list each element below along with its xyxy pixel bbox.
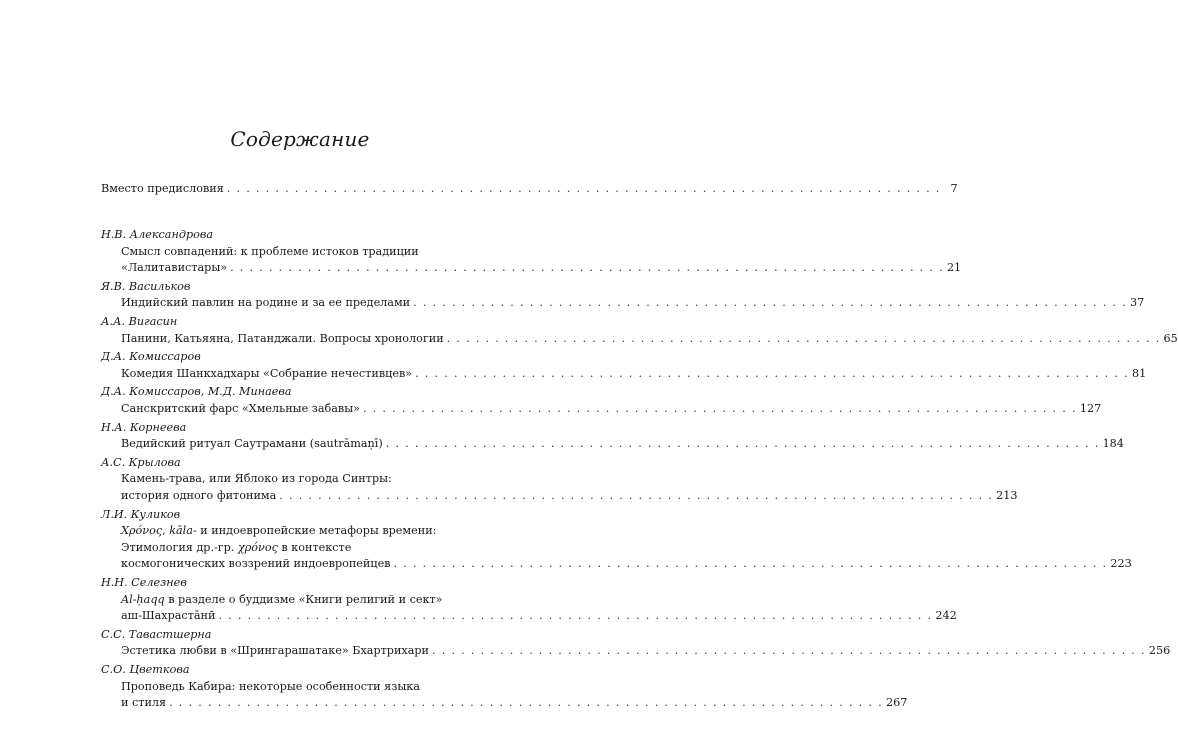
toc-page-number: 267 (885, 696, 908, 710)
toc-entry-last-line (121, 694, 908, 712)
dot-leader: . . . . . . . . . . . . . . . . . . . . . . . . . . . . . . . . . . . . . . . . . . . . . . . . . . . . . . . . . . . . . . . . . . . . . . . . . . (393, 557, 1108, 571)
toc-page-number: 184 (1102, 437, 1124, 451)
toc-entry-last-line (121, 400, 1102, 418)
toc-entry-title: Индийский павлин на родине и за ее пределами (121, 296, 411, 310)
toc-entry-last-line (121, 259, 962, 277)
dot-leader: . . . . . . . . . . . . . . . . . . . . . . . . . . . . . . . . . . . . . . . . . . . . . . . . . . . . . . . . . . . . . . . . . . . . . . . . . . (169, 696, 883, 710)
toc-entry-title: Al-ḥaqq в разделе о буддизме «Книги религий и сект» (121, 592, 443, 606)
dot-leader: . . . . . . . . . . . . . . . . . . . . . . . . . . . . . . . . . . . . . . . . . . . . . . . . . . . . . . . . . . . . . . . . . . . . . . . . . . (230, 261, 944, 275)
toc-entry-title: космогонических воззрений индоевропейцев (121, 557, 391, 571)
toc-page-number: 37 (1129, 296, 1145, 310)
dot-leader: . . . . . . . . . . . . . . . . . . . . . . . . . . . . . . . . . . . . . . . . . . . . . . . . . . . . . . . . . . . . . . . . . . . . . . . . . . (413, 296, 1127, 310)
toc-author: А.А. Вигасин (101, 315, 178, 328)
toc-entry-title: Панини, Катьяяна, Патанджали. Вопросы хронологии (121, 331, 444, 345)
toc-entry-last-line (121, 294, 1145, 312)
toc-entry-last-line (121, 555, 1132, 573)
toc-author: Я.В. Васильков (101, 279, 191, 293)
toc-entry-title: Комедия Шанкхадхары «Собрание нечестивцев» (121, 366, 413, 380)
dot-leader: . . . . . . . . . . . . . . . . . . . . . . . . . . . . . . . . . . . . . . . . . . . . . . . . . . . . . . . . . . . . . . . . . . . . . . . . . . (226, 182, 941, 195)
toc-entry-last-line (121, 365, 1147, 383)
toc-entry-title: Этимология др.-гр. χρόνος в контексте (121, 540, 352, 554)
toc-entry-last-line (121, 642, 1171, 660)
toc-page-number: 7 (950, 182, 958, 195)
toc-author: Д.А. Комиссаров (101, 350, 201, 364)
page-title: Содержание (230, 127, 370, 151)
toc-author: Н.Н. Селезнев (101, 576, 187, 589)
toc-entry-title: аш-Шахрастāнӣ (121, 609, 216, 623)
toc-entry-title: Камень-трава, или Яблоко из города Синтры: (121, 472, 392, 486)
toc-page-number: 223 (1110, 557, 1132, 571)
toc-entry-last-line (121, 330, 1178, 348)
toc-entry-title: Эстетика любви в «Шрингарашатаке» Бхартрихари (121, 644, 430, 658)
toc-author: Л.И. Куликов (101, 507, 181, 521)
toc-author: С.С. Тавастшерна (101, 627, 212, 641)
dot-leader: . . . . . . . . . . . . . . . . . . . . . . . . . . . . . . . . . . . . . . . . . . . . . . . . . . . . . . . . . . . . . . . . . . . . . . . . . . (432, 644, 1146, 658)
dot-leader: . . . . . . . . . . . . . . . . . . . . . . . . . . . . . . . . . . . . . . . . . . . . . . . . . . . . . . . . . . . . . . . . . . . . . . . . . . (279, 489, 994, 502)
toc-page-number: 21 (946, 261, 962, 275)
toc-entry-title: история одного фитонима (121, 489, 277, 502)
toc-page-number: 256 (1148, 644, 1171, 658)
toc-entry-title: Вместо предисловия (101, 182, 224, 195)
toc-page-number: 65 (1163, 331, 1178, 345)
toc-author: Н.А. Корнеева (101, 420, 187, 434)
toc-entry-last-line (121, 435, 1124, 453)
toc-page-number: 81 (1131, 366, 1147, 380)
dot-leader: . . . . . . . . . . . . . . . . . . . . . . . . . . . . . . . . . . . . . . . . . . . . . . . . . . . . . . . . . . . . . . . . . . . . . . . . . . (446, 331, 1161, 345)
dot-leader: . . . . . . . . . . . . . . . . . . . . . . . . . . . . . . . . . . . . . . . . . . . . . . . . . . . . . . . . . . . . . . . . . . . . . . . . . . (385, 437, 1100, 451)
toc-entry-last-line (121, 487, 1018, 505)
toc-entry-title: Ведийский ритуал Саутрамани (sautrāmaṇī) (121, 437, 383, 451)
dot-leader: . . . . . . . . . . . . . . . . . . . . . . . . . . . . . . . . . . . . . . . . . . . . . . . . . . . . . . . . . . . . . . . . . . . . . . . . . . (362, 402, 1077, 415)
toc-page-number: 242 (935, 609, 957, 623)
toc-entry-title: и стиля (121, 696, 167, 710)
toc-intro-entry[interactable] (101, 180, 958, 198)
toc-entry-title: Проповедь Кабира: некоторые особенности языка (121, 679, 420, 693)
toc-author: А.С. Крылова (101, 455, 181, 469)
dot-leader: . . . . . . . . . . . . . . . . . . . . . . . . . . . . . . . . . . . . . . . . . . . . . . . . . . . . . . . . . . . . . . . . . . . . . . . . . . (415, 366, 1129, 380)
toc-page-number: 127 (1079, 402, 1102, 415)
toc-entry-title: Χρόνος, kāla- и индоевропейские метафоры времени: (121, 524, 437, 538)
toc-page-number: 213 (996, 489, 1018, 502)
toc-entry-title: Смысл совпадений: к проблеме истоков традиции (121, 244, 419, 258)
dot-leader: . . . . . . . . . . . . . . . . . . . . . . . . . . . . . . . . . . . . . . . . . . . . . . . . . . . . . . . . . . . . . . . . . . . . . . . . . . (218, 609, 933, 623)
toc-author: С.О. Цветкова (101, 663, 190, 676)
toc-entry-last-line (121, 607, 957, 625)
toc-entry-title: «Лалитавистары» (121, 261, 228, 275)
toc-author: Д.А. Комиссаров, М.Д. Минаева (101, 385, 292, 399)
toc-author: Н.В. Александрова (101, 228, 214, 241)
toc-entry-title: Санскритский фарс «Хмельные забавы» (121, 402, 360, 415)
